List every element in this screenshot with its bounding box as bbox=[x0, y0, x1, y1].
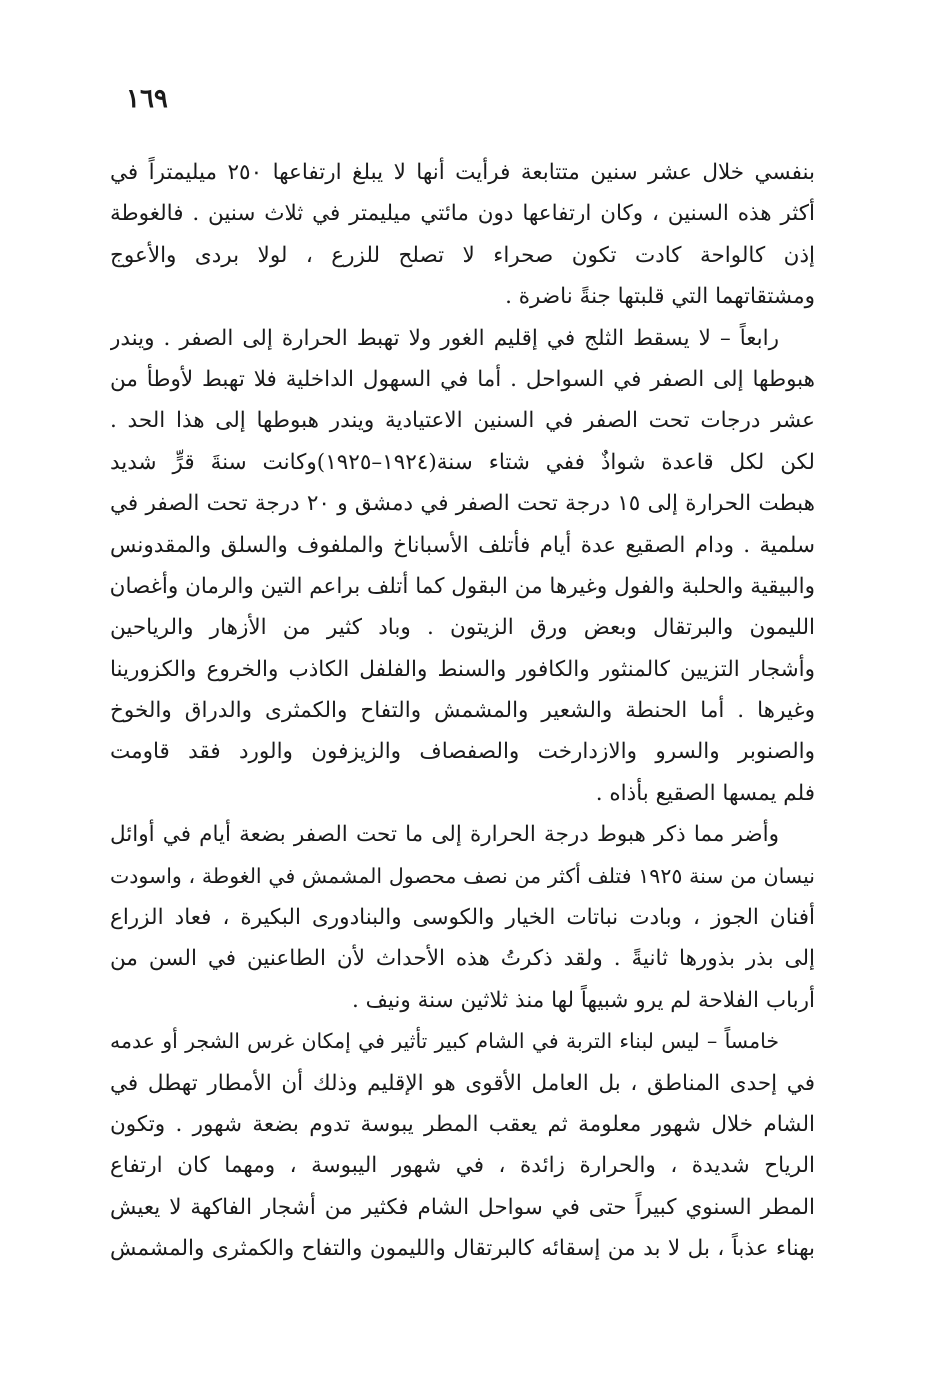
body-text bbox=[110, 152, 815, 1270]
text-line: والصنوبر والسرو والازدارخت والصفصاف والزيزفون والورد فقد قاومت bbox=[110, 739, 815, 765]
text-line: بنفسي خلال عشر سنين متتابعة فرأيت أنها لا يبلغ ارتفاعها ٢٥٠ ميليمتراً في bbox=[110, 160, 815, 185]
text-line: فلم يمسها الصقيع بأذاه . bbox=[595, 780, 815, 806]
text-line: إذن كالواحة كادت تكون صحراء لا تصلح للزرع ، لولا بردى والأعوج bbox=[110, 242, 815, 268]
text-line: أفنان الجوز ، وبادت نباتات الخيار والكوسى والبنادورى البكيرة ، فعاد الزراع bbox=[110, 905, 815, 931]
text-line: الرياح شديدة ، والحرارة زائدة ، في شهور اليبوسة ، ومهما كان ارتفاع bbox=[110, 1153, 815, 1179]
text-line: عشر درجات تحت الصفر في السنين الاعتيادية ويندر هبوطها إلى هذا الحد . bbox=[110, 408, 815, 434]
text-line: وغيرها . أما الحنطة والشعير والمشمش والتفاح والكمثرى والدراق والخوخ bbox=[110, 698, 815, 724]
text-line: ومشتقاتهما التي قلبتها جنةً ناضرة . bbox=[505, 284, 815, 310]
text-line: المطر السنوي كبيراً حتى في سواحل الشام فكثير من أشجار الفاكهة لا يعيش bbox=[110, 1194, 815, 1220]
text-line: رابعاً – لا يسقط الثلج في إقليم الغور ولا تهبط الحرارة إلى الصفر . ويندر bbox=[110, 325, 779, 351]
page-number: ١٦٩ bbox=[126, 84, 168, 114]
text-line: نيسان من سنة ١٩٢٥ فتلف أكثر من نصف محصول المشمش في الغوطة ، واسودت bbox=[110, 863, 815, 888]
text-line: خامساً – ليس لبناء التربة في الشام كبير تأثير في إمكان غرس الشجر أو عدمه bbox=[110, 1029, 779, 1054]
text-line: بهناء عذباً ، بل لا بد من إسقائه كالبرتقال والليمون والتفاح والكمثرى والمشمش bbox=[110, 1236, 815, 1262]
text-line: الشام خلال شهور معلومة ثم يعقب المطر يبوسة تدوم بضعة شهور . وتكون bbox=[110, 1111, 815, 1137]
text-line: أرباب الفلاحة لم يرو شبيهاً لها منذ ثلاثين سنة ونيف . bbox=[352, 987, 815, 1013]
text-line: لكن لكل قاعدة شواذٌ ففي شتاء سنة(١٩٢٤–١٩٢٥)وكانت سنةَ قرٍّ شديد bbox=[110, 449, 815, 475]
text-line: والبيقية والحلبة والفول وغيرها من البقول كما أتلف براعم التين والرمان وأغصان bbox=[110, 573, 815, 599]
text-line: سلمية . ودام الصقيع عدة أيام فأتلف الأسباناخ والملفوف والسلق والمقدونس bbox=[110, 532, 815, 558]
text-line: وأشجار التزيين كالمنثور والكافور والسنط والفلفل الكاذب والخروع والكزورينا bbox=[110, 656, 815, 682]
text-line: هبوطها إلى الصفر في السواحل . أما في السهول الداخلية فلا تهبط لأوطأ من bbox=[110, 366, 815, 392]
text-line: وأضر مما ذكر هبوط درجة الحرارة إلى ما تحت الصفر بضعة أيام في أوائل bbox=[110, 822, 779, 848]
text-line: هبطت الحرارة إلى ١٥ درجة تحت الصفر في دمشق و ٢٠ درجة تحت الصفر في bbox=[110, 491, 815, 517]
text-line: الليمون والبرتقال وبعض ورق الزيتون . وباد كثير من الأزهار والرياحين bbox=[110, 615, 815, 641]
text-line: في إحدى المناطق ، بل العامل الأقوى هو الإقليم وذلك أن الأمطار تهطل في bbox=[110, 1070, 815, 1096]
text-line: إلى بذر بذورها ثانيةً . ولقد ذكرتُ هذه الأحداث لأن الطاعنين في السن من bbox=[110, 946, 815, 972]
text-line: أكثر هذه السنين ، وكان ارتفاعها دون مائتي ميليمتر في ثلاث سنين . فالغوطة bbox=[110, 201, 815, 227]
